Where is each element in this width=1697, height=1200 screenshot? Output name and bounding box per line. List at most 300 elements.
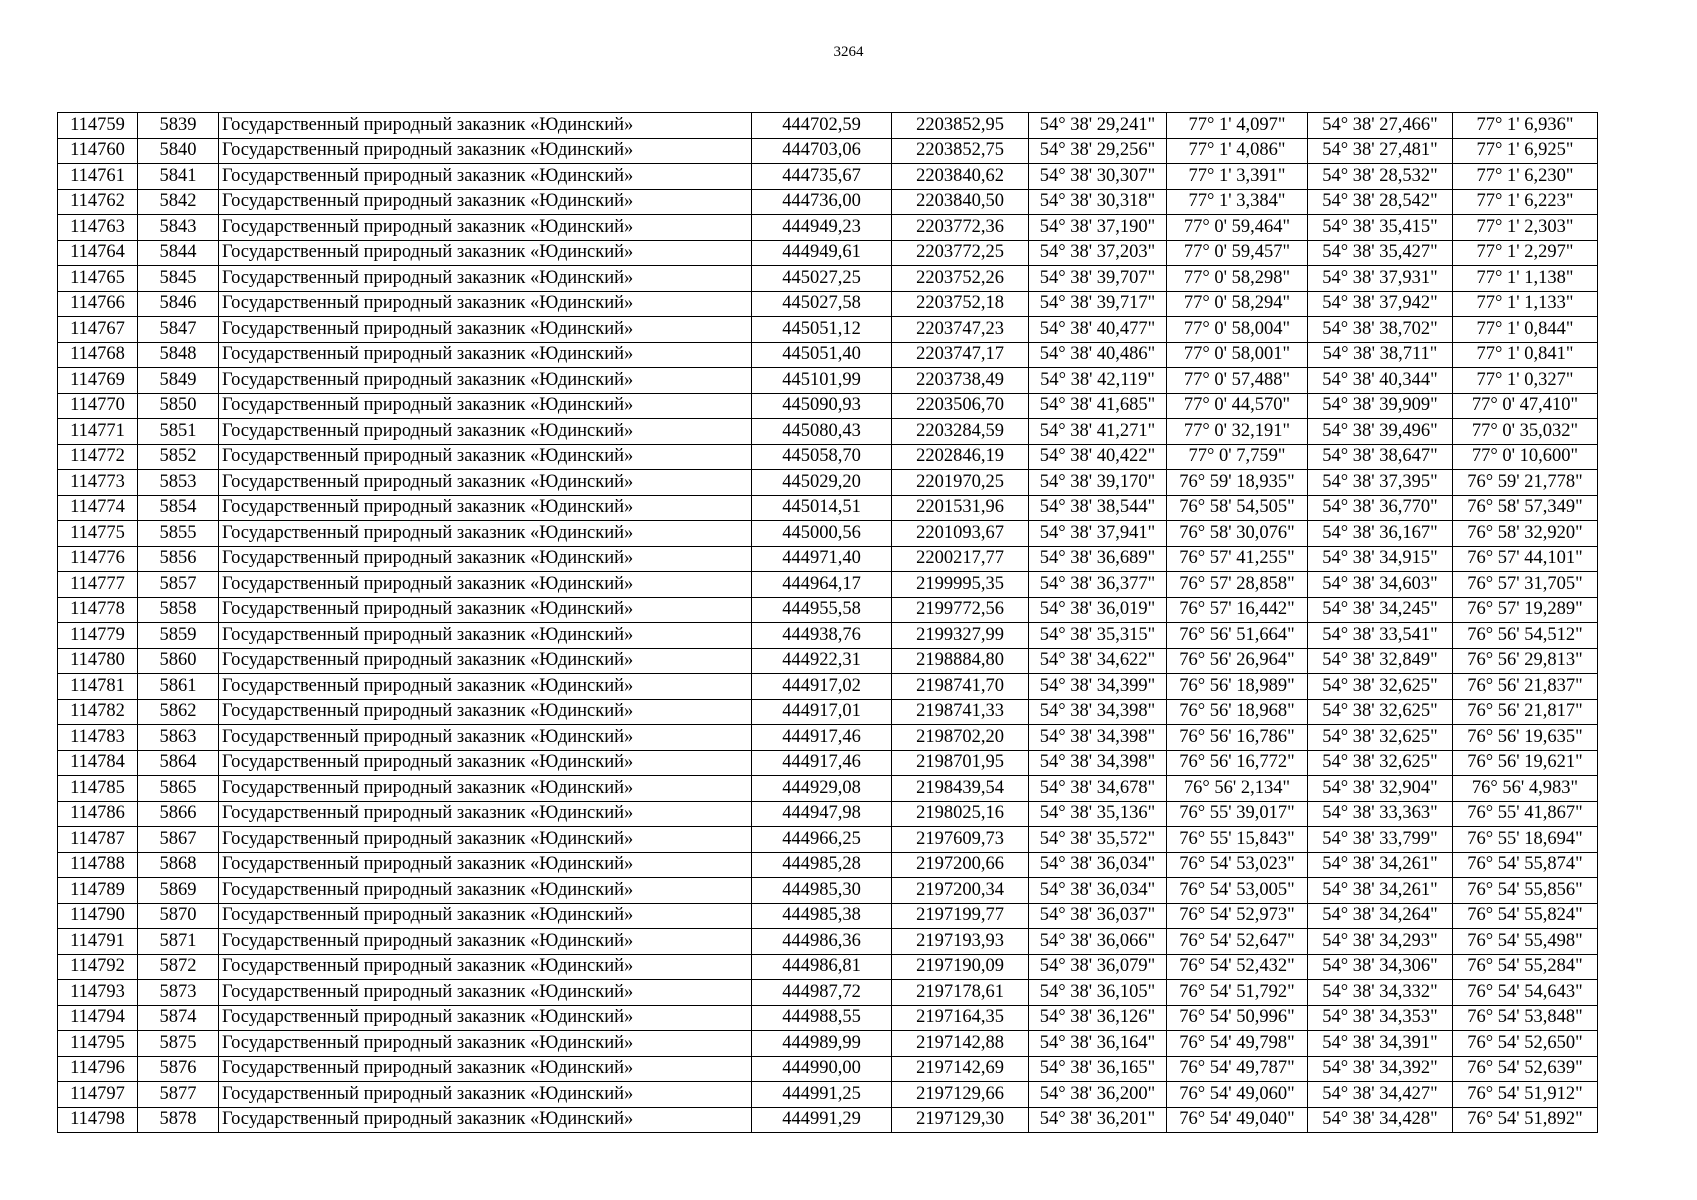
coord-y-cell: 2197200,66 [892, 852, 1029, 878]
object-name-cell: Государственный природный заказник «Юдинский» [219, 852, 752, 878]
coord-y-cell: 2203840,62 [892, 164, 1029, 190]
latitude-2-cell: 54° 38' 37,395" [1308, 470, 1453, 496]
longitude-1-cell: 76° 57' 16,442" [1167, 597, 1308, 623]
latitude-1-cell: 54° 38' 36,200" [1029, 1082, 1167, 1108]
object-name-cell: Государственный природный заказник «Юдинский» [219, 368, 752, 394]
object-name-cell: Государственный природный заказник «Юдинский» [219, 674, 752, 700]
longitude-2-cell: 76° 54' 54,643" [1453, 980, 1598, 1006]
latitude-1-cell: 54° 38' 36,126" [1029, 1005, 1167, 1031]
longitude-2-cell: 76° 54' 53,848" [1453, 1005, 1598, 1031]
object-name-cell: Государственный природный заказник «Юдинский» [219, 1082, 752, 1108]
object-name-cell: Государственный природный заказник «Юдинский» [219, 189, 752, 215]
longitude-2-cell: 77° 1' 0,844" [1453, 317, 1598, 343]
table-body [58, 113, 1598, 1133]
coord-x-cell: 444991,29 [752, 1107, 892, 1133]
latitude-2-cell: 54° 38' 32,904" [1308, 776, 1453, 802]
coord-x-cell: 444955,58 [752, 597, 892, 623]
row-id-cell: 114777 [58, 572, 138, 598]
table-row [58, 240, 1598, 266]
latitude-1-cell: 54° 38' 36,201" [1029, 1107, 1167, 1133]
coord-y-cell: 2198702,20 [892, 725, 1029, 751]
row-id-cell: 114776 [58, 546, 138, 572]
coord-y-cell: 2201970,25 [892, 470, 1029, 496]
coord-x-cell: 444917,46 [752, 725, 892, 751]
longitude-2-cell: 77° 1' 0,841" [1453, 342, 1598, 368]
latitude-2-cell: 54° 38' 34,915" [1308, 546, 1453, 572]
coord-y-cell: 2197199,77 [892, 903, 1029, 929]
point-number-cell: 5872 [138, 954, 219, 980]
object-name-cell: Государственный природный заказник «Юдинский» [219, 980, 752, 1006]
latitude-2-cell: 54° 38' 34,427" [1308, 1082, 1453, 1108]
point-number-cell: 5873 [138, 980, 219, 1006]
latitude-2-cell: 54° 38' 34,392" [1308, 1056, 1453, 1082]
table-row [58, 827, 1598, 853]
coord-x-cell: 445101,99 [752, 368, 892, 394]
object-name-cell: Государственный природный заказник «Юдинский» [219, 138, 752, 164]
longitude-2-cell: 76° 56' 29,813" [1453, 648, 1598, 674]
latitude-1-cell: 54° 38' 40,422" [1029, 444, 1167, 470]
coord-y-cell: 2203747,23 [892, 317, 1029, 343]
coord-x-cell: 445027,58 [752, 291, 892, 317]
coord-y-cell: 2202846,19 [892, 444, 1029, 470]
coord-x-cell: 444917,46 [752, 750, 892, 776]
coord-y-cell: 2203852,75 [892, 138, 1029, 164]
longitude-2-cell: 77° 0' 10,600" [1453, 444, 1598, 470]
latitude-1-cell: 54° 38' 34,399" [1029, 674, 1167, 700]
latitude-1-cell: 54° 38' 34,398" [1029, 725, 1167, 751]
coord-x-cell: 444990,00 [752, 1056, 892, 1082]
longitude-1-cell: 76° 56' 18,968" [1167, 699, 1308, 725]
row-id-cell: 114760 [58, 138, 138, 164]
object-name-cell: Государственный природный заказник «Юдинский» [219, 1005, 752, 1031]
table-row [58, 546, 1598, 572]
coord-y-cell: 2198741,70 [892, 674, 1029, 700]
table-row [58, 903, 1598, 929]
coord-x-cell: 444922,31 [752, 648, 892, 674]
latitude-1-cell: 54° 38' 34,622" [1029, 648, 1167, 674]
longitude-1-cell: 76° 56' 51,664" [1167, 623, 1308, 649]
coord-y-cell: 2198439,54 [892, 776, 1029, 802]
latitude-1-cell: 54° 38' 36,165" [1029, 1056, 1167, 1082]
point-number-cell: 5864 [138, 750, 219, 776]
latitude-2-cell: 54° 38' 34,332" [1308, 980, 1453, 1006]
table-row [58, 138, 1598, 164]
latitude-2-cell: 54° 38' 32,625" [1308, 750, 1453, 776]
longitude-1-cell: 76° 56' 2,134" [1167, 776, 1308, 802]
latitude-2-cell: 54° 38' 35,427" [1308, 240, 1453, 266]
point-number-cell: 5854 [138, 495, 219, 521]
row-id-cell: 114773 [58, 470, 138, 496]
coord-x-cell: 445027,25 [752, 266, 892, 292]
latitude-2-cell: 54° 38' 32,625" [1308, 699, 1453, 725]
coord-y-cell: 2203772,36 [892, 215, 1029, 241]
latitude-2-cell: 54° 38' 36,167" [1308, 521, 1453, 547]
coord-x-cell: 445051,12 [752, 317, 892, 343]
coord-y-cell: 2199772,56 [892, 597, 1029, 623]
coord-y-cell: 2198741,33 [892, 699, 1029, 725]
longitude-2-cell: 76° 54' 55,874" [1453, 852, 1598, 878]
longitude-2-cell: 76° 56' 21,837" [1453, 674, 1598, 700]
point-number-cell: 5844 [138, 240, 219, 266]
coord-x-cell: 444966,25 [752, 827, 892, 853]
object-name-cell: Государственный природный заказник «Юдинский» [219, 699, 752, 725]
latitude-1-cell: 54° 38' 37,203" [1029, 240, 1167, 266]
row-id-cell: 114762 [58, 189, 138, 215]
coord-y-cell: 2197129,66 [892, 1082, 1029, 1108]
table-row [58, 393, 1598, 419]
longitude-1-cell: 76° 56' 26,964" [1167, 648, 1308, 674]
coord-y-cell: 2197609,73 [892, 827, 1029, 853]
object-name-cell: Государственный природный заказник «Юдинский» [219, 266, 752, 292]
latitude-1-cell: 54° 38' 30,318" [1029, 189, 1167, 215]
longitude-2-cell: 76° 56' 4,983" [1453, 776, 1598, 802]
object-name-cell: Государственный природный заказник «Юдинский» [219, 648, 752, 674]
latitude-1-cell: 54° 38' 34,678" [1029, 776, 1167, 802]
coord-x-cell: 444917,02 [752, 674, 892, 700]
longitude-2-cell: 77° 1' 1,138" [1453, 266, 1598, 292]
point-number-cell: 5871 [138, 929, 219, 955]
latitude-1-cell: 54° 38' 36,037" [1029, 903, 1167, 929]
table-row [58, 801, 1598, 827]
longitude-1-cell: 76° 54' 51,792" [1167, 980, 1308, 1006]
coord-x-cell: 445029,20 [752, 470, 892, 496]
coord-y-cell: 2203840,50 [892, 189, 1029, 215]
table-row [58, 699, 1598, 725]
row-id-cell: 114768 [58, 342, 138, 368]
coord-x-cell: 444929,08 [752, 776, 892, 802]
coord-y-cell: 2203506,70 [892, 393, 1029, 419]
row-id-cell: 114764 [58, 240, 138, 266]
longitude-1-cell: 77° 0' 58,001" [1167, 342, 1308, 368]
longitude-1-cell: 77° 1' 4,086" [1167, 138, 1308, 164]
table-row [58, 1005, 1598, 1031]
coord-x-cell: 445090,93 [752, 393, 892, 419]
row-id-cell: 114767 [58, 317, 138, 343]
point-number-cell: 5855 [138, 521, 219, 547]
row-id-cell: 114797 [58, 1082, 138, 1108]
coord-x-cell: 444949,61 [752, 240, 892, 266]
row-id-cell: 114774 [58, 495, 138, 521]
latitude-1-cell: 54° 38' 37,941" [1029, 521, 1167, 547]
longitude-1-cell: 76° 54' 49,798" [1167, 1031, 1308, 1057]
row-id-cell: 114782 [58, 699, 138, 725]
longitude-1-cell: 77° 0' 58,298" [1167, 266, 1308, 292]
coord-x-cell: 444985,30 [752, 878, 892, 904]
coord-x-cell: 444735,67 [752, 164, 892, 190]
object-name-cell: Государственный природный заказник «Юдинский» [219, 419, 752, 445]
longitude-2-cell: 77° 1' 2,297" [1453, 240, 1598, 266]
object-name-cell: Государственный природный заказник «Юдинский» [219, 1031, 752, 1057]
longitude-2-cell: 76° 56' 54,512" [1453, 623, 1598, 649]
point-number-cell: 5842 [138, 189, 219, 215]
object-name-cell: Государственный природный заказник «Юдинский» [219, 903, 752, 929]
object-name-cell: Государственный природный заказник «Юдинский» [219, 546, 752, 572]
latitude-1-cell: 54° 38' 36,034" [1029, 878, 1167, 904]
row-id-cell: 114778 [58, 597, 138, 623]
longitude-1-cell: 76° 58' 54,505" [1167, 495, 1308, 521]
longitude-1-cell: 76° 54' 49,787" [1167, 1056, 1308, 1082]
point-number-cell: 5849 [138, 368, 219, 394]
latitude-1-cell: 54° 38' 40,486" [1029, 342, 1167, 368]
coord-x-cell: 444949,23 [752, 215, 892, 241]
table-row [58, 1031, 1598, 1057]
latitude-2-cell: 54° 38' 32,849" [1308, 648, 1453, 674]
table-row [58, 113, 1598, 139]
latitude-1-cell: 54° 38' 35,572" [1029, 827, 1167, 853]
table-row [58, 521, 1598, 547]
coord-y-cell: 2197142,69 [892, 1056, 1029, 1082]
longitude-1-cell: 77° 0' 58,294" [1167, 291, 1308, 317]
coord-x-cell: 444987,72 [752, 980, 892, 1006]
object-name-cell: Государственный природный заказник «Юдинский» [219, 240, 752, 266]
object-name-cell: Государственный природный заказник «Юдинский» [219, 623, 752, 649]
latitude-2-cell: 54° 38' 34,391" [1308, 1031, 1453, 1057]
table-row [58, 648, 1598, 674]
row-id-cell: 114798 [58, 1107, 138, 1133]
table-row [58, 291, 1598, 317]
latitude-2-cell: 54° 38' 33,541" [1308, 623, 1453, 649]
object-name-cell: Государственный природный заказник «Юдинский» [219, 597, 752, 623]
object-name-cell: Государственный природный заказник «Юдинский» [219, 317, 752, 343]
point-number-cell: 5859 [138, 623, 219, 649]
row-id-cell: 114765 [58, 266, 138, 292]
latitude-1-cell: 54° 38' 37,190" [1029, 215, 1167, 241]
row-id-cell: 114781 [58, 674, 138, 700]
point-number-cell: 5877 [138, 1082, 219, 1108]
coord-y-cell: 2198701,95 [892, 750, 1029, 776]
coord-y-cell: 2197190,09 [892, 954, 1029, 980]
latitude-2-cell: 54° 38' 33,799" [1308, 827, 1453, 853]
longitude-2-cell: 77° 1' 6,230" [1453, 164, 1598, 190]
object-name-cell: Государственный природный заказник «Юдинский» [219, 393, 752, 419]
row-id-cell: 114792 [58, 954, 138, 980]
longitude-1-cell: 77° 0' 59,464" [1167, 215, 1308, 241]
longitude-1-cell: 77° 1' 3,391" [1167, 164, 1308, 190]
row-id-cell: 114795 [58, 1031, 138, 1057]
longitude-2-cell: 76° 57' 44,101" [1453, 546, 1598, 572]
table-row [58, 954, 1598, 980]
point-number-cell: 5866 [138, 801, 219, 827]
latitude-1-cell: 54° 38' 39,717" [1029, 291, 1167, 317]
longitude-1-cell: 76° 55' 15,843" [1167, 827, 1308, 853]
object-name-cell: Государственный природный заказник «Юдинский» [219, 444, 752, 470]
longitude-2-cell: 77° 1' 6,936" [1453, 113, 1598, 139]
point-number-cell: 5856 [138, 546, 219, 572]
longitude-1-cell: 76° 54' 49,060" [1167, 1082, 1308, 1108]
longitude-2-cell: 76° 57' 19,289" [1453, 597, 1598, 623]
row-id-cell: 114789 [58, 878, 138, 904]
longitude-1-cell: 76° 54' 52,647" [1167, 929, 1308, 955]
row-id-cell: 114763 [58, 215, 138, 241]
longitude-2-cell: 76° 55' 18,694" [1453, 827, 1598, 853]
coord-x-cell: 444991,25 [752, 1082, 892, 1108]
longitude-1-cell: 76° 54' 52,973" [1167, 903, 1308, 929]
longitude-2-cell: 76° 58' 57,349" [1453, 495, 1598, 521]
object-name-cell: Государственный природный заказник «Юдинский» [219, 827, 752, 853]
latitude-1-cell: 54° 38' 34,398" [1029, 699, 1167, 725]
longitude-1-cell: 76° 54' 50,996" [1167, 1005, 1308, 1031]
point-number-cell: 5846 [138, 291, 219, 317]
coord-x-cell: 444703,06 [752, 138, 892, 164]
coord-y-cell: 2203747,17 [892, 342, 1029, 368]
table-row [58, 597, 1598, 623]
object-name-cell: Государственный природный заказник «Юдинский» [219, 291, 752, 317]
latitude-1-cell: 54° 38' 35,136" [1029, 801, 1167, 827]
row-id-cell: 114785 [58, 776, 138, 802]
coord-x-cell: 444736,00 [752, 189, 892, 215]
longitude-1-cell: 76° 56' 18,989" [1167, 674, 1308, 700]
row-id-cell: 114772 [58, 444, 138, 470]
object-name-cell: Государственный природный заказник «Юдинский» [219, 495, 752, 521]
latitude-2-cell: 54° 38' 32,625" [1308, 674, 1453, 700]
latitude-2-cell: 54° 38' 34,261" [1308, 852, 1453, 878]
table-row [58, 980, 1598, 1006]
longitude-2-cell: 76° 54' 51,912" [1453, 1082, 1598, 1108]
latitude-1-cell: 54° 38' 39,170" [1029, 470, 1167, 496]
point-number-cell: 5876 [138, 1056, 219, 1082]
latitude-2-cell: 54° 38' 38,702" [1308, 317, 1453, 343]
coordinates-table [57, 112, 1598, 1133]
latitude-2-cell: 54° 38' 34,603" [1308, 572, 1453, 598]
coord-y-cell: 2199995,35 [892, 572, 1029, 598]
coord-y-cell: 2203738,49 [892, 368, 1029, 394]
table-row [58, 929, 1598, 955]
point-number-cell: 5840 [138, 138, 219, 164]
longitude-1-cell: 77° 0' 32,191" [1167, 419, 1308, 445]
latitude-1-cell: 54° 38' 36,377" [1029, 572, 1167, 598]
latitude-1-cell: 54° 38' 41,271" [1029, 419, 1167, 445]
latitude-1-cell: 54° 38' 29,241" [1029, 113, 1167, 139]
longitude-2-cell: 76° 54' 52,639" [1453, 1056, 1598, 1082]
row-id-cell: 114771 [58, 419, 138, 445]
longitude-1-cell: 76° 54' 52,432" [1167, 954, 1308, 980]
object-name-cell: Государственный природный заказник «Юдинский» [219, 725, 752, 751]
row-id-cell: 114780 [58, 648, 138, 674]
object-name-cell: Государственный природный заказник «Юдинский» [219, 801, 752, 827]
longitude-2-cell: 76° 54' 55,824" [1453, 903, 1598, 929]
latitude-1-cell: 54° 38' 38,544" [1029, 495, 1167, 521]
latitude-2-cell: 54° 38' 34,353" [1308, 1005, 1453, 1031]
longitude-2-cell: 77° 0' 35,032" [1453, 419, 1598, 445]
coord-x-cell: 444917,01 [752, 699, 892, 725]
latitude-1-cell: 54° 38' 30,307" [1029, 164, 1167, 190]
latitude-2-cell: 54° 38' 34,261" [1308, 878, 1453, 904]
longitude-2-cell: 76° 56' 19,635" [1453, 725, 1598, 751]
point-number-cell: 5841 [138, 164, 219, 190]
coord-y-cell: 2203752,26 [892, 266, 1029, 292]
table-row [58, 444, 1598, 470]
point-number-cell: 5843 [138, 215, 219, 241]
point-number-cell: 5858 [138, 597, 219, 623]
point-number-cell: 5867 [138, 827, 219, 853]
object-name-cell: Государственный природный заказник «Юдинский» [219, 342, 752, 368]
longitude-1-cell: 76° 59' 18,935" [1167, 470, 1308, 496]
table-row [58, 572, 1598, 598]
table-row [58, 1107, 1598, 1133]
table-row [58, 189, 1598, 215]
row-id-cell: 114796 [58, 1056, 138, 1082]
object-name-cell: Государственный природный заказник «Юдинский» [219, 878, 752, 904]
row-id-cell: 114759 [58, 113, 138, 139]
latitude-2-cell: 54° 38' 34,245" [1308, 597, 1453, 623]
coord-y-cell: 2200217,77 [892, 546, 1029, 572]
table-row [58, 419, 1598, 445]
coord-x-cell: 444985,38 [752, 903, 892, 929]
coord-x-cell: 444971,40 [752, 546, 892, 572]
coord-y-cell: 2197200,34 [892, 878, 1029, 904]
longitude-2-cell: 77° 1' 2,303" [1453, 215, 1598, 241]
point-number-cell: 5862 [138, 699, 219, 725]
point-number-cell: 5857 [138, 572, 219, 598]
latitude-2-cell: 54° 38' 28,542" [1308, 189, 1453, 215]
latitude-2-cell: 54° 38' 34,306" [1308, 954, 1453, 980]
latitude-2-cell: 54° 38' 39,496" [1308, 419, 1453, 445]
point-number-cell: 5853 [138, 470, 219, 496]
coord-y-cell: 2197129,30 [892, 1107, 1029, 1133]
coord-y-cell: 2198884,80 [892, 648, 1029, 674]
row-id-cell: 114769 [58, 368, 138, 394]
row-id-cell: 114787 [58, 827, 138, 853]
point-number-cell: 5878 [138, 1107, 219, 1133]
point-number-cell: 5845 [138, 266, 219, 292]
longitude-1-cell: 76° 57' 28,858" [1167, 572, 1308, 598]
longitude-1-cell: 77° 0' 57,488" [1167, 368, 1308, 394]
object-name-cell: Государственный природный заказник «Юдинский» [219, 776, 752, 802]
row-id-cell: 114761 [58, 164, 138, 190]
row-id-cell: 114791 [58, 929, 138, 955]
longitude-1-cell: 77° 0' 7,759" [1167, 444, 1308, 470]
point-number-cell: 5852 [138, 444, 219, 470]
point-number-cell: 5869 [138, 878, 219, 904]
latitude-2-cell: 54° 38' 35,415" [1308, 215, 1453, 241]
coord-y-cell: 2199327,99 [892, 623, 1029, 649]
coord-y-cell: 2203752,18 [892, 291, 1029, 317]
longitude-2-cell: 77° 1' 1,133" [1453, 291, 1598, 317]
table-row [58, 725, 1598, 751]
coord-x-cell: 444986,81 [752, 954, 892, 980]
table-row [58, 776, 1598, 802]
coord-x-cell: 444988,55 [752, 1005, 892, 1031]
longitude-1-cell: 77° 1' 4,097" [1167, 113, 1308, 139]
latitude-2-cell: 54° 38' 32,625" [1308, 725, 1453, 751]
latitude-2-cell: 54° 38' 34,293" [1308, 929, 1453, 955]
latitude-1-cell: 54° 38' 36,164" [1029, 1031, 1167, 1057]
latitude-2-cell: 54° 38' 34,428" [1308, 1107, 1453, 1133]
coord-y-cell: 2201531,96 [892, 495, 1029, 521]
coord-y-cell: 2197142,88 [892, 1031, 1029, 1057]
row-id-cell: 114779 [58, 623, 138, 649]
longitude-2-cell: 76° 55' 41,867" [1453, 801, 1598, 827]
coord-x-cell: 444938,76 [752, 623, 892, 649]
latitude-2-cell: 54° 38' 28,532" [1308, 164, 1453, 190]
longitude-2-cell: 76° 54' 52,650" [1453, 1031, 1598, 1057]
longitude-2-cell: 76° 54' 55,856" [1453, 878, 1598, 904]
object-name-cell: Государственный природный заказник «Юдинский» [219, 1056, 752, 1082]
table-row [58, 215, 1598, 241]
object-name-cell: Государственный природный заказник «Юдинский» [219, 1107, 752, 1133]
coord-x-cell: 444702,59 [752, 113, 892, 139]
table-row [58, 317, 1598, 343]
longitude-1-cell: 77° 1' 3,384" [1167, 189, 1308, 215]
latitude-2-cell: 54° 38' 36,770" [1308, 495, 1453, 521]
point-number-cell: 5863 [138, 725, 219, 751]
point-number-cell: 5874 [138, 1005, 219, 1031]
row-id-cell: 114788 [58, 852, 138, 878]
longitude-1-cell: 77° 0' 58,004" [1167, 317, 1308, 343]
point-number-cell: 5875 [138, 1031, 219, 1057]
coord-x-cell: 444989,99 [752, 1031, 892, 1057]
longitude-2-cell: 77° 1' 0,327" [1453, 368, 1598, 394]
